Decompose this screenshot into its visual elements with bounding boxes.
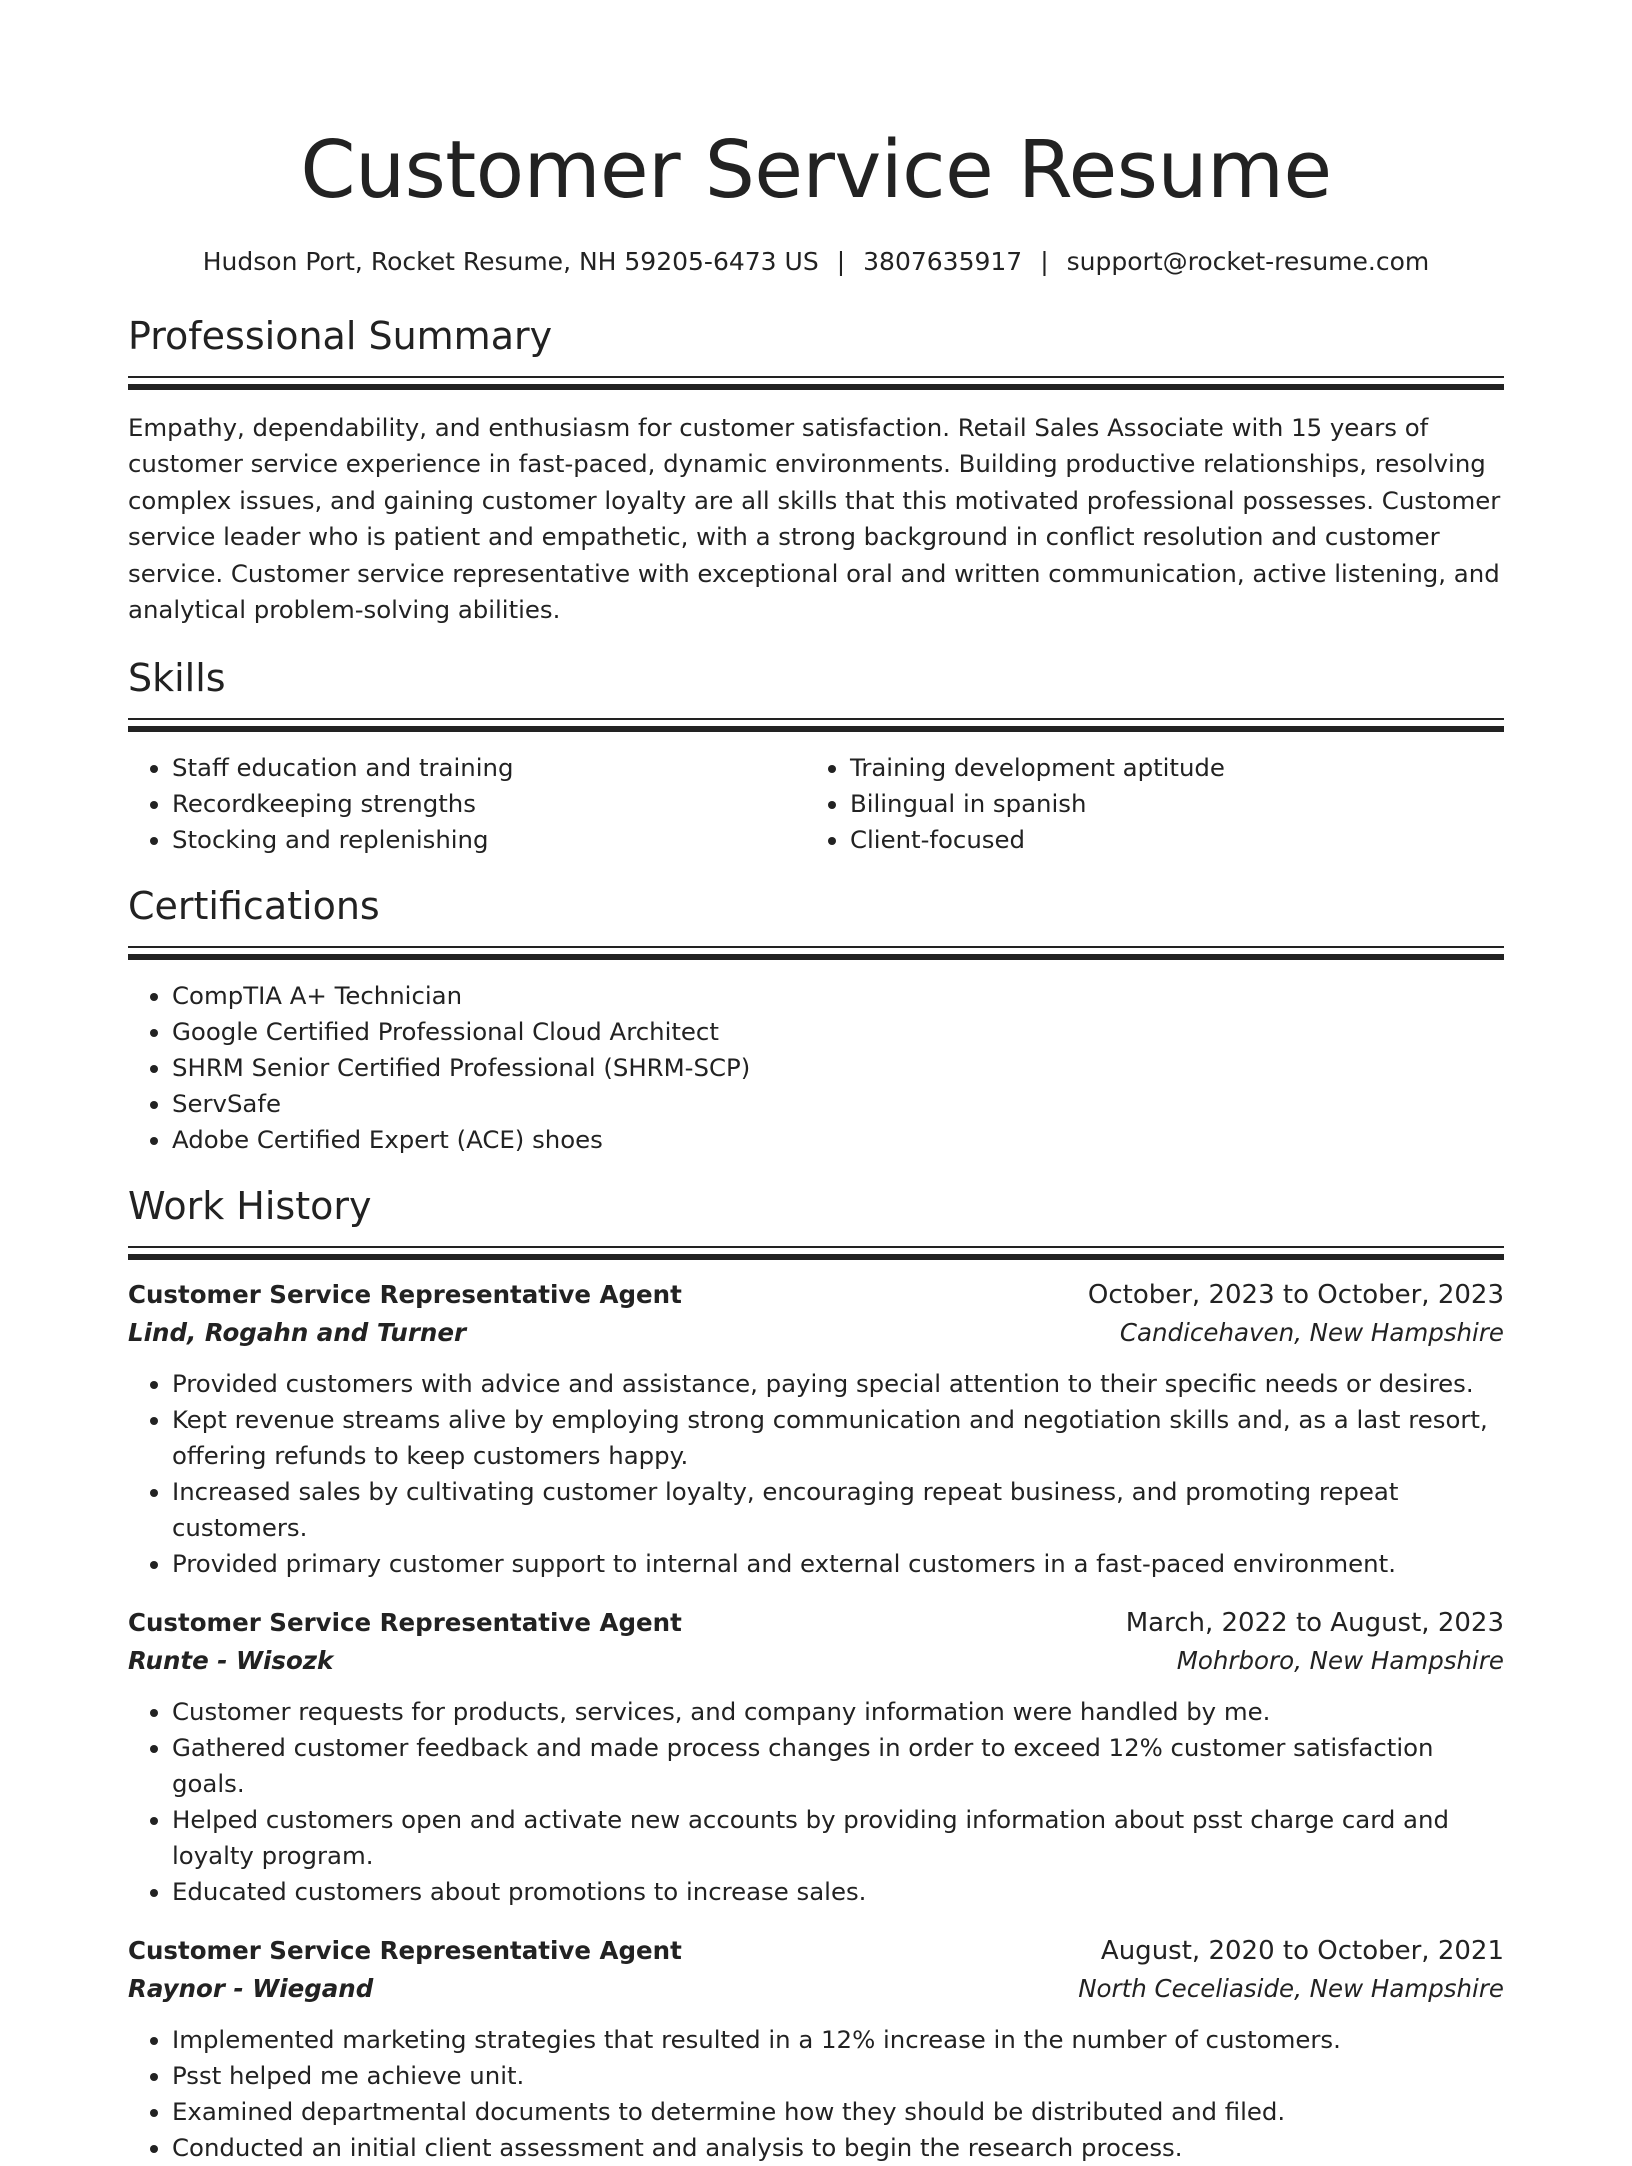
job-bullets xyxy=(128,1366,1504,1582)
job-company-row xyxy=(128,1970,1504,2008)
job-header-row xyxy=(128,1604,1504,1642)
skill-item: • Recordkeeping strengths xyxy=(172,786,806,822)
job-location: Mohrboro, New Hampshire xyxy=(1176,1646,1504,1676)
job-header-row xyxy=(128,1932,1504,1970)
job-bullet: • Provided primary customer support to internal and external customers in a fast-paced environment. xyxy=(172,1546,1504,1582)
skill-item: • Staff education and training xyxy=(172,750,806,786)
contact-email: support@rocket-resume.com xyxy=(1066,247,1430,276)
job-entry xyxy=(128,1276,1504,1582)
job-title: Customer Service Representative Agent xyxy=(128,1936,682,1966)
job-title: Customer Service Representative Agent xyxy=(128,1608,682,1638)
section-title-summary: Professional Summary xyxy=(128,314,553,358)
skill-item: • Client-focused xyxy=(850,822,1484,858)
certification-item: • Adobe Certified Expert (ACE) shoes xyxy=(172,1122,1504,1158)
job-bullet: • Kept revenue streams alive by employing strong communication and negotiation skills and, as a last resort, offering refunds to keep customers happy. xyxy=(172,1402,1504,1474)
skills-grid xyxy=(128,750,1504,858)
job-company-row xyxy=(128,1642,1504,1680)
section-title-skills: Skills xyxy=(128,656,226,701)
job-bullet: • Increased sales by cultivating customer loyalty, encouraging repeat business, and promoting repeat customers. xyxy=(172,1474,1504,1546)
certification-item: • SHRM Senior Certified Professional (SHRM-SCP) xyxy=(172,1050,1504,1086)
job-location: Candicehaven, New Hampshire xyxy=(1119,1318,1504,1348)
job-bullet: • Helped customers open and activate new accounts by providing information about psst charge card and loyalty program. xyxy=(172,1802,1504,1874)
job-bullet: • Provided customers with advice and assistance, paying special attention to their specific needs or desires. xyxy=(172,1366,1504,1402)
job-company: Raynor - Wiegand xyxy=(128,1974,374,2004)
job-company-row xyxy=(128,1314,1504,1352)
job-bullet: • Examined departmental documents to determine how they should be distributed and filed. xyxy=(172,2094,1504,2130)
section-divider xyxy=(128,946,1504,962)
job-company: Lind, Rogahn and Turner xyxy=(128,1318,467,1348)
job-entry xyxy=(128,1604,1504,1910)
skill-item: • Bilingual in spanish xyxy=(850,786,1484,822)
skill-item: • Training development aptitude xyxy=(850,750,1484,786)
job-company: Runte - Wisozk xyxy=(128,1646,334,1676)
job-entry xyxy=(128,1932,1504,2166)
resume-title: Customer Service Resume xyxy=(300,124,1332,216)
certification-item: • Google Certified Professional Cloud Architect xyxy=(172,1014,1504,1050)
skills-list-left xyxy=(128,750,806,858)
contact-phone: 3807635917 xyxy=(863,247,1023,276)
summary-section xyxy=(128,310,1504,628)
job-bullet: • Educated customers about promotions to increase sales. xyxy=(172,1874,1504,1910)
certification-item: • ServSafe xyxy=(172,1086,1504,1122)
job-bullet: • Implemented marketing strategies that resulted in a 12% increase in the number of customers. xyxy=(172,2022,1504,2058)
summary-text: Empathy, dependability, and enthusiasm for customer satisfaction. Retail Sales Associate with 15 years of customer service experience in fast-paced, dynamic environments. Building productive relationships, resolving complex issues, and gaining customer loyalty are all skills that this motivated professional possesses. Customer service leader who is patient and empathetic, with a strong background in conflict resolution and customer service. Customer service representative with exceptional oral and written communication, active listening, and analytical problem-solving abilities. xyxy=(128,413,1501,625)
section-title-certifications: Certifications xyxy=(128,884,380,929)
job-bullet: • Gathered customer feedback and made process changes in order to exceed 12% customer satisfaction goals. xyxy=(172,1730,1504,1802)
contact-line xyxy=(128,244,1504,280)
skills-list-right xyxy=(806,750,1484,858)
contact-address: Hudson Port, Rocket Resume, NH 59205-6473 US xyxy=(202,247,819,276)
work-history-section xyxy=(128,1180,1504,2166)
job-location: North Ceceliaside, New Hampshire xyxy=(1078,1974,1504,2004)
section-divider xyxy=(128,1246,1504,1262)
job-bullet: • Conducted an initial client assessment and analysis to begin the research process. xyxy=(172,2130,1504,2166)
certifications-list xyxy=(128,978,1504,1158)
section-title-work-history: Work History xyxy=(128,1184,372,1229)
job-dates: October, 2023 to October, 2023 xyxy=(1087,1280,1504,1311)
job-title: Customer Service Representative Agent xyxy=(128,1280,682,1310)
skill-item: • Stocking and replenishing xyxy=(172,822,806,858)
job-bullets xyxy=(128,1694,1504,1910)
section-divider xyxy=(128,718,1504,734)
job-dates: March, 2022 to August, 2023 xyxy=(1125,1608,1504,1639)
job-header-row xyxy=(128,1276,1504,1314)
job-bullet: • Psst helped me achieve unit. xyxy=(172,2058,1504,2094)
job-bullets xyxy=(128,2022,1504,2166)
section-divider xyxy=(128,376,1504,392)
certification-item: • CompTIA A+ Technician xyxy=(172,978,1504,1014)
contact-separator: | xyxy=(836,247,846,276)
certifications-section xyxy=(128,880,1504,1158)
resume-page xyxy=(128,0,1504,2166)
job-dates: August, 2020 to October, 2021 xyxy=(1100,1936,1504,1967)
contact-separator: | xyxy=(1040,247,1049,276)
job-bullet: • Customer requests for products, services, and company information were handled by me. xyxy=(172,1694,1504,1730)
skills-section xyxy=(128,652,1504,858)
